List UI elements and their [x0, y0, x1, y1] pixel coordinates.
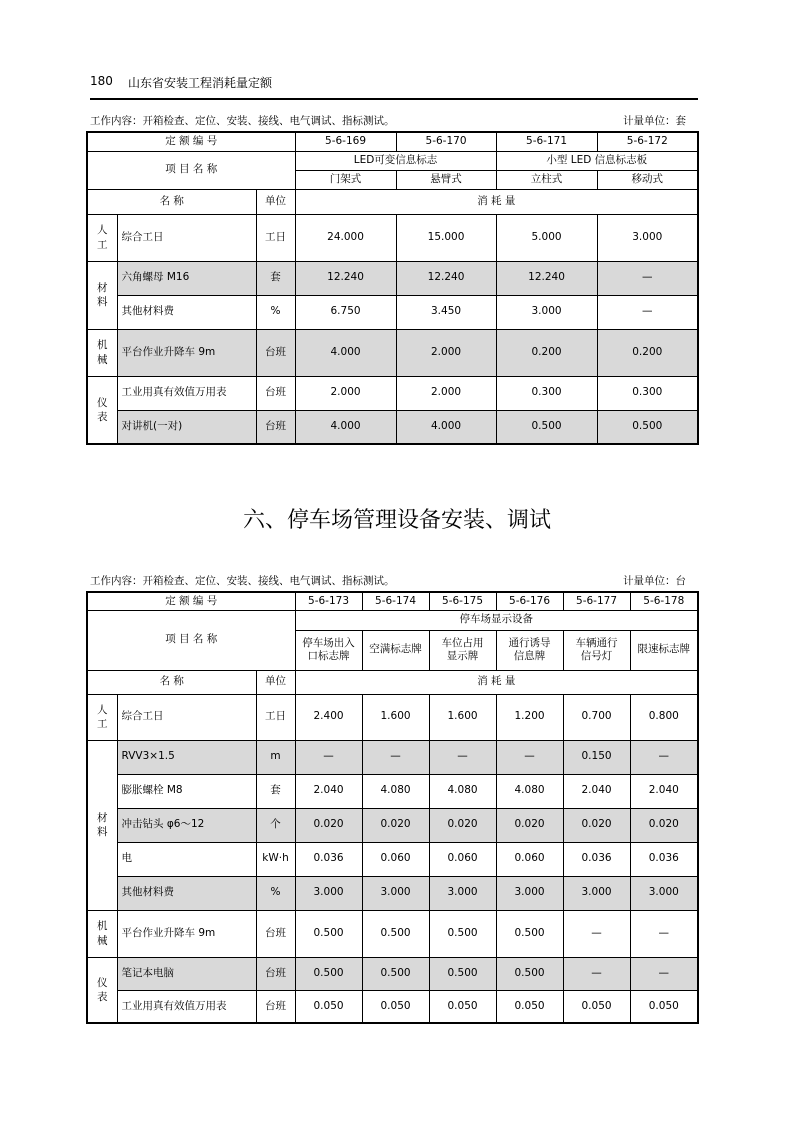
row-value: 1.600: [429, 694, 496, 740]
category-instrument: 仪 表: [87, 376, 117, 444]
subitem-name: 车辆通行 信号灯: [563, 630, 630, 670]
table2-meta: [90, 573, 698, 589]
quota-code: 5-6-178: [630, 592, 698, 610]
row-value: —: [630, 957, 698, 990]
row-value: 12.240: [295, 261, 396, 295]
quota-code: 5-6-177: [563, 592, 630, 610]
subitem-name: 停车场出入 口标志牌: [295, 630, 362, 670]
row-value: 0.500: [496, 910, 563, 957]
table-row: [87, 808, 698, 842]
row-value: 0.050: [362, 990, 429, 1023]
book-title: 山东省安装工程消耗量定额: [128, 76, 273, 90]
row-name: 六角螺母 M16: [117, 261, 256, 295]
row-value: 0.500: [496, 410, 597, 444]
row-value: 3.000: [597, 214, 698, 261]
row-value: 4.080: [496, 774, 563, 808]
row-value: 0.500: [429, 910, 496, 957]
table-row: [87, 990, 698, 1023]
row-value: 0.500: [362, 910, 429, 957]
row-value: 2.000: [396, 329, 496, 376]
row-value: 2.000: [396, 376, 496, 410]
group-header: 小型 LED 信息标志板: [496, 151, 698, 170]
table1-meta: [90, 113, 698, 129]
unit-column-label: 单位: [256, 670, 295, 694]
table-row: [87, 261, 698, 295]
row-name: 电: [117, 842, 256, 876]
row-value: 0.200: [597, 329, 698, 376]
row-value: 3.000: [496, 876, 563, 910]
quota-code: 5-6-173: [295, 592, 362, 610]
row-unit: 台班: [256, 990, 295, 1023]
category-machinery: 机 械: [87, 329, 117, 376]
row-value: 3.000: [630, 876, 698, 910]
row-value: 0.700: [563, 694, 630, 740]
row-value: 0.500: [429, 957, 496, 990]
row-name: 其他材料费: [117, 295, 256, 329]
group-header: 停车场显示设备: [295, 610, 698, 630]
row-value: 0.050: [295, 990, 362, 1023]
code-row: [87, 132, 698, 151]
row-name: 工业用真有效值万用表: [117, 376, 256, 410]
row-value: 4.000: [295, 410, 396, 444]
row-value: 3.000: [429, 876, 496, 910]
subitem-name: 立柱式: [496, 170, 597, 189]
subitem-name: 门架式: [295, 170, 396, 189]
row-value: 0.020: [362, 808, 429, 842]
row-value: 0.500: [362, 957, 429, 990]
row-value: —: [362, 740, 429, 774]
consumption-label: 消 耗 量: [295, 670, 698, 694]
row-value: 4.080: [429, 774, 496, 808]
row-value: 0.020: [295, 808, 362, 842]
row-value: 0.036: [563, 842, 630, 876]
subitem-name: 空满标志牌: [362, 630, 429, 670]
name-column-label: 名 称: [87, 670, 256, 694]
row-name: 综合工日: [117, 214, 256, 261]
row-value: —: [597, 261, 698, 295]
row-value: 0.200: [496, 329, 597, 376]
category-instrument: 仪 表: [87, 957, 117, 1023]
row-value: 3.000: [496, 295, 597, 329]
row-value: 6.750: [295, 295, 396, 329]
row-value: 0.020: [429, 808, 496, 842]
quota-code: 5-6-170: [396, 132, 496, 151]
table-row: [87, 694, 698, 740]
row-value: 0.020: [563, 808, 630, 842]
category-machinery: 机 械: [87, 910, 117, 957]
row-value: 0.150: [563, 740, 630, 774]
quota-code: 5-6-174: [362, 592, 429, 610]
quota-code: 5-6-171: [496, 132, 597, 151]
row-unit: 台班: [256, 910, 295, 957]
unit-note: 计量单位：台: [623, 575, 686, 587]
row-value: 0.500: [295, 957, 362, 990]
row-value: —: [630, 910, 698, 957]
category-labor: 人 工: [87, 694, 117, 740]
consumption-label: 消 耗 量: [295, 189, 698, 214]
row-value: 0.020: [630, 808, 698, 842]
row-value: —: [496, 740, 563, 774]
table-row: [87, 740, 698, 774]
category-labor: 人 工: [87, 214, 117, 261]
row-value: 0.300: [496, 376, 597, 410]
row-value: 5.000: [496, 214, 597, 261]
row-value: 12.240: [396, 261, 496, 295]
row-unit: 工日: [256, 214, 295, 261]
row-value: 0.500: [496, 957, 563, 990]
row-unit: %: [256, 876, 295, 910]
work-content: 工作内容：开箱检查、定位、安装、接线、电气调试、指标测试。: [90, 575, 395, 587]
subitem-name: 移动式: [597, 170, 698, 189]
row-value: 0.036: [295, 842, 362, 876]
row-value: —: [597, 295, 698, 329]
row-value: 2.000: [295, 376, 396, 410]
row-unit: m: [256, 740, 295, 774]
row-unit: 套: [256, 261, 295, 295]
row-value: 4.000: [396, 410, 496, 444]
row-value: 2.040: [295, 774, 362, 808]
row-value: 0.500: [295, 910, 362, 957]
subitem-name: 悬臂式: [396, 170, 496, 189]
row-name: 冲击钻头 φ6～12: [117, 808, 256, 842]
row-value: —: [563, 910, 630, 957]
row-value: —: [429, 740, 496, 774]
row-unit: 台班: [256, 410, 295, 444]
row-value: —: [295, 740, 362, 774]
table-row: [87, 774, 698, 808]
category-material: 材 料: [87, 261, 117, 329]
code-row: [87, 592, 698, 610]
row-unit: kW·h: [256, 842, 295, 876]
row-value: 12.240: [496, 261, 597, 295]
row-name: 平台作业升降车 9m: [117, 910, 256, 957]
row-value: 0.500: [597, 410, 698, 444]
table-row: [87, 376, 698, 410]
quota-table-1: [86, 131, 699, 445]
row-value: 0.060: [362, 842, 429, 876]
row-value: 4.080: [362, 774, 429, 808]
row-unit: 台班: [256, 376, 295, 410]
row-unit: 工日: [256, 694, 295, 740]
quota-code: 5-6-172: [597, 132, 698, 151]
item-name-label: 项 目 名 称: [87, 151, 295, 189]
item-name-label: 项 目 名 称: [87, 610, 295, 670]
row-value: 3.450: [396, 295, 496, 329]
page-number: 180: [90, 74, 113, 88]
unit-column-label: 单位: [256, 189, 295, 214]
row-value: 0.036: [630, 842, 698, 876]
row-unit: 个: [256, 808, 295, 842]
row-unit: %: [256, 295, 295, 329]
row-unit: 台班: [256, 957, 295, 990]
row-name: 综合工日: [117, 694, 256, 740]
row-value: 3.000: [295, 876, 362, 910]
row-value: —: [630, 740, 698, 774]
row-value: 1.600: [362, 694, 429, 740]
row-name: 对讲机(一对): [117, 410, 256, 444]
row-name: RVV3×1.5: [117, 740, 256, 774]
row-value: 0.020: [496, 808, 563, 842]
section-title: 六、停车场管理设备安装、调试: [242, 508, 551, 533]
row-value: 0.800: [630, 694, 698, 740]
table-row: [87, 410, 698, 444]
row-value: 15.000: [396, 214, 496, 261]
quota-code: 5-6-175: [429, 592, 496, 610]
quota-code: 5-6-176: [496, 592, 563, 610]
quota-code: 5-6-169: [295, 132, 396, 151]
name-column-label: 名 称: [87, 189, 256, 214]
row-value: 24.000: [295, 214, 396, 261]
unit-note: 计量单位：套: [623, 115, 686, 127]
table-row: [87, 910, 698, 957]
table-row: [87, 214, 698, 261]
table-row: [87, 329, 698, 376]
row-value: 0.050: [630, 990, 698, 1023]
table-row: [87, 842, 698, 876]
row-value: 2.040: [630, 774, 698, 808]
row-value: 4.000: [295, 329, 396, 376]
quota-table-2: [86, 591, 699, 1024]
row-name: 平台作业升降车 9m: [117, 329, 256, 376]
row-unit: 套: [256, 774, 295, 808]
page-header: [90, 72, 698, 100]
table-row: [87, 957, 698, 990]
row-unit: 台班: [256, 329, 295, 376]
row-value: 2.400: [295, 694, 362, 740]
row-name: 笔记本电脑: [117, 957, 256, 990]
table-row: [87, 295, 698, 329]
row-name: 膨胀螺栓 M8: [117, 774, 256, 808]
category-material: 材 料: [87, 740, 117, 910]
row-value: 0.050: [496, 990, 563, 1023]
group-header: LED可变信息标志: [295, 151, 496, 170]
work-content: 工作内容：开箱检查、定位、安装、接线、电气调试、指标测试。: [90, 115, 395, 127]
code-label: 定 额 编 号: [87, 592, 295, 610]
row-value: 3.000: [362, 876, 429, 910]
row-value: 0.060: [496, 842, 563, 876]
subitem-name: 通行诱导 信息牌: [496, 630, 563, 670]
subitem-name: 限速标志牌: [630, 630, 698, 670]
row-value: 2.040: [563, 774, 630, 808]
row-value: —: [563, 957, 630, 990]
row-value: 0.050: [429, 990, 496, 1023]
table-row: [87, 876, 698, 910]
row-value: 0.050: [563, 990, 630, 1023]
row-name: 其他材料费: [117, 876, 256, 910]
row-value: 0.300: [597, 376, 698, 410]
row-value: 1.200: [496, 694, 563, 740]
subitem-name: 车位占用 显示牌: [429, 630, 496, 670]
row-name: 工业用真有效值万用表: [117, 990, 256, 1023]
row-value: 3.000: [563, 876, 630, 910]
row-value: 0.060: [429, 842, 496, 876]
code-label: 定 额 编 号: [87, 132, 295, 151]
